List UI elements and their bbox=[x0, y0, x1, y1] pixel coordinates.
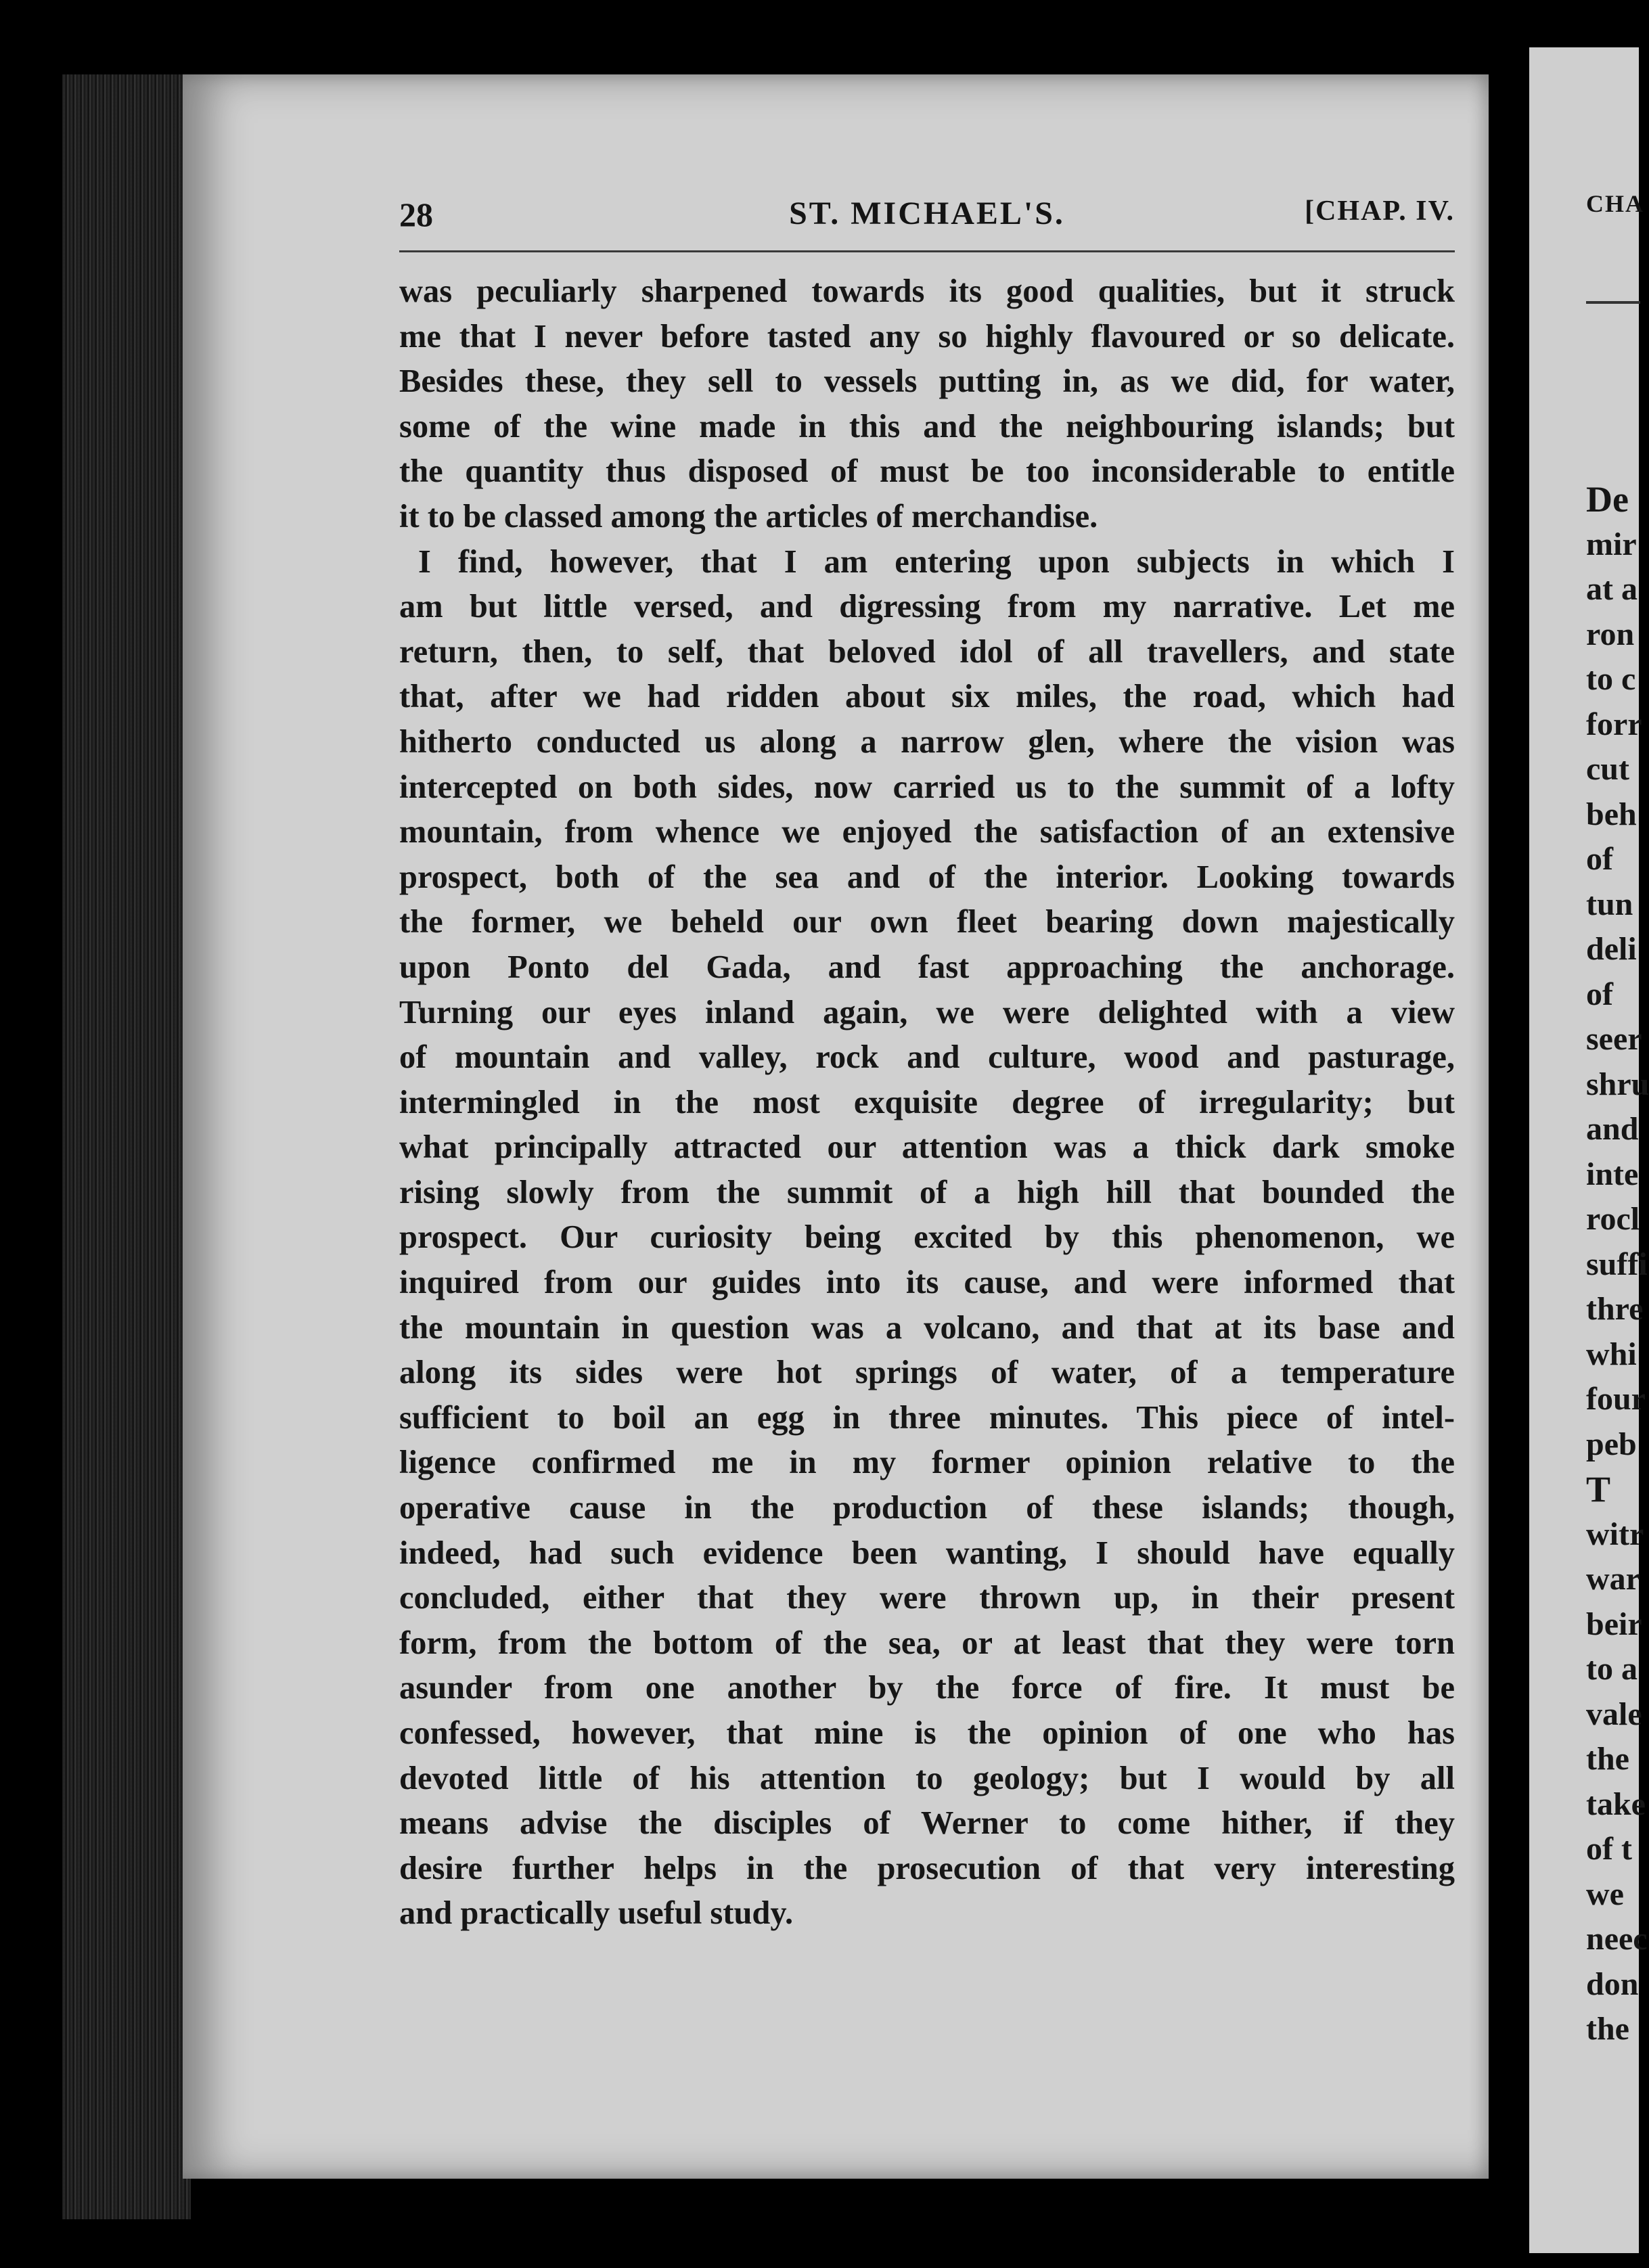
text-line: of mountain and valley, rock and culture, wood and pasturage, bbox=[399, 1039, 1455, 1076]
text-line: the mountain in question was a volcano, and that at its base and bbox=[399, 1309, 1455, 1346]
text-line: sufficient to boil an egg in three minutes. This piece of intel- bbox=[399, 1399, 1455, 1436]
page-number: 28 bbox=[399, 196, 433, 233]
text-fragment: of bbox=[1586, 976, 1613, 1012]
book-gutter bbox=[1489, 54, 1529, 2253]
text-line: along its sides were hot springs of water, of a temperature bbox=[399, 1355, 1455, 1391]
text-fragment: neec bbox=[1586, 1921, 1648, 1957]
text-line: me that I never before tasted any so highly flavoured or so delicate. bbox=[399, 318, 1455, 355]
text-line: that, after we had ridden about six miles, the road, which had bbox=[399, 679, 1455, 715]
text-fragment: mir bbox=[1586, 526, 1637, 562]
right-page bbox=[1529, 47, 1649, 2253]
text-fragment: and bbox=[1586, 1111, 1639, 1147]
text-line: intercepted on both sides, now carried us to the summit of a lofty bbox=[399, 769, 1455, 805]
text-fragment: to a bbox=[1586, 1651, 1637, 1687]
text-fragment: whi bbox=[1586, 1336, 1637, 1372]
text-fragment: beh bbox=[1586, 796, 1637, 832]
text-fragment: ron bbox=[1586, 616, 1635, 652]
text-line: confessed, however, that mine is the opinion of one who has bbox=[399, 1715, 1455, 1751]
text-fragment: rocl bbox=[1586, 1201, 1640, 1237]
text-fragment: thre bbox=[1586, 1291, 1644, 1327]
text-fragment: beir bbox=[1586, 1606, 1642, 1642]
text-fragment: forr bbox=[1586, 706, 1642, 742]
text-fragment: to c bbox=[1586, 661, 1636, 697]
text-fragment: of t bbox=[1586, 1831, 1632, 1867]
header-rule bbox=[399, 250, 1455, 252]
text-fragment: T bbox=[1586, 1469, 1611, 1510]
chapter-reference: [CHAP. IV. bbox=[1305, 196, 1455, 227]
text-fragment: suffi bbox=[1586, 1246, 1648, 1282]
text-fragment: De bbox=[1586, 479, 1629, 520]
text-fragment: cut bbox=[1586, 751, 1629, 787]
text-line: inquired from our guides into its cause, and were informed that bbox=[399, 1265, 1455, 1301]
text-line: prospect. Our curiosity being excited by this phenomenon, we bbox=[399, 1219, 1455, 1256]
text-line: the quantity thus disposed of must be too inconsiderable to entitle bbox=[399, 453, 1455, 490]
right-header-rule bbox=[1586, 301, 1640, 304]
text-fragment: the bbox=[1586, 1741, 1629, 1777]
text-line: form, from the bottom of the sea, or at least that they were torn bbox=[399, 1625, 1455, 1661]
text-line: I find, however, that I am entering upon subjects in which I bbox=[418, 543, 1455, 580]
text-line: some of the wine made in this and the neighbouring islands; but bbox=[399, 408, 1455, 445]
text-line: mountain, from whence we enjoyed the satisfaction of an extensive bbox=[399, 814, 1455, 850]
text-line: means advise the disciples of Werner to come hither, if they bbox=[399, 1805, 1455, 1842]
text-line: return, then, to self, that beloved idol of all travellers, and state bbox=[399, 633, 1455, 670]
body-text bbox=[399, 269, 1455, 1936]
text-fragment: deli bbox=[1586, 931, 1637, 967]
text-fragment: peb bbox=[1586, 1426, 1637, 1462]
text-fragment: don bbox=[1586, 1966, 1639, 2002]
text-fragment: inte bbox=[1586, 1156, 1639, 1192]
text-line: it to be classed among the articles of merchandise. bbox=[399, 498, 1098, 535]
text-fragment: war bbox=[1586, 1561, 1640, 1597]
text-line: Besides these, they sell to vessels putting in, as we did, for water, bbox=[399, 363, 1455, 400]
text-fragment: witr bbox=[1586, 1516, 1644, 1552]
book-page-edges bbox=[62, 74, 191, 2219]
text-fragment: of bbox=[1586, 841, 1613, 877]
text-line: operative cause in the production of these islands; though, bbox=[399, 1490, 1455, 1526]
text-line: prospect, both of the sea and of the interior. Looking towards bbox=[399, 859, 1455, 895]
text-line: asunder from one another by the force of fire. It must be bbox=[399, 1670, 1455, 1706]
text-fragment: we bbox=[1586, 1876, 1624, 1912]
running-title: ST. MICHAEL'S. bbox=[789, 196, 1065, 231]
text-line: rising slowly from the summit of a high hill that bounded the bbox=[399, 1174, 1455, 1210]
right-page-text bbox=[1586, 477, 1649, 2052]
text-fragment: vale bbox=[1586, 1696, 1642, 1732]
text-fragment: four bbox=[1586, 1381, 1646, 1417]
text-fragment: shru bbox=[1586, 1066, 1649, 1102]
text-line: concluded, either that they were thrown up, in their present bbox=[399, 1580, 1455, 1616]
text-fragment: tun bbox=[1586, 886, 1633, 922]
text-line: indeed, had such evidence been wanting, I should have equally bbox=[399, 1535, 1455, 1571]
text-fragment: take bbox=[1586, 1786, 1646, 1822]
text-line: devoted little of his attention to geology; but I would by all bbox=[399, 1760, 1455, 1796]
text-line: desire further helps in the prosecution of that very interesting bbox=[399, 1850, 1455, 1886]
text-line: Turning our eyes inland again, we were delighted with a view bbox=[399, 994, 1455, 1030]
right-running-head: CHA bbox=[1586, 190, 1644, 217]
text-fragment: at a bbox=[1586, 571, 1637, 607]
text-line: intermingled in the most exquisite degree of irregularity; but bbox=[399, 1084, 1455, 1120]
text-line: was peculiarly sharpened towards its good qualities, but it struck bbox=[399, 273, 1455, 309]
text-line: the former, we beheld our own fleet bearing down majestically bbox=[399, 904, 1455, 940]
running-head bbox=[399, 195, 1455, 242]
text-fragment: seer bbox=[1586, 1021, 1642, 1057]
text-fragment: the bbox=[1586, 2011, 1629, 2047]
text-line: am but little versed, and digressing from my narrative. Let me bbox=[399, 589, 1455, 625]
text-line: hitherto conducted us along a narrow glen, where the vision was bbox=[399, 723, 1455, 760]
text-line: what principally attracted our attention was a thick dark smoke bbox=[399, 1129, 1455, 1166]
text-line: upon Ponto del Gada, and fast approaching the anchorage. bbox=[399, 949, 1455, 985]
text-line: ligence confirmed me in my former opinion relative to the bbox=[399, 1445, 1455, 1481]
text-line: and practically useful study. bbox=[399, 1895, 794, 1932]
